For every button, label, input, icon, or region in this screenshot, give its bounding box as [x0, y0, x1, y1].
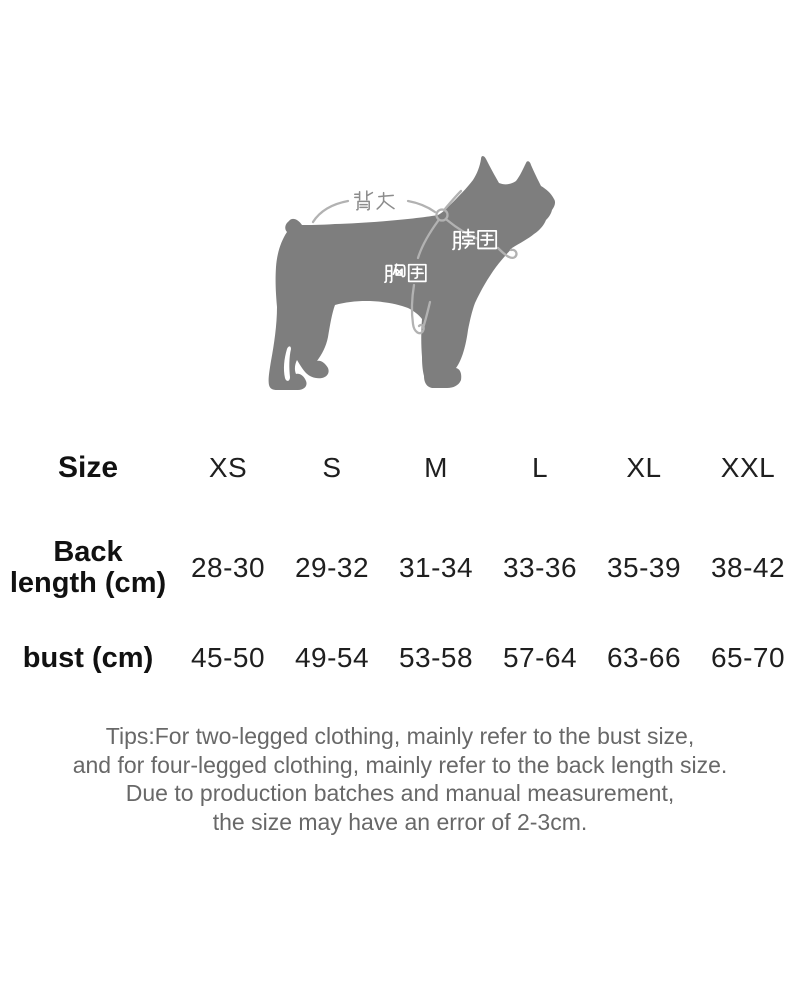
bust-value-xs: 45-50 [190, 642, 266, 673]
bust-value-xxl: 65-70 [710, 642, 786, 673]
size-header-m: M [424, 452, 448, 483]
dog-diagram-svg [240, 135, 560, 405]
label-back-length-zh [355, 191, 394, 210]
size-header-xs: XS [208, 452, 248, 483]
tips-line-4: the size may have an error of 2-3cm. [212, 808, 588, 835]
back-length-row-label: Back length (cm) [9, 536, 167, 599]
back-length-value-xl: 35-39 [606, 552, 682, 583]
bust-value-s: 49-54 [294, 642, 370, 673]
back-length-value-l: 33-36 [502, 552, 578, 583]
back-length-value-m: 31-34 [398, 552, 474, 583]
tips-note [0, 722, 800, 836]
tips-line-3: Due to production batches and manual measurement, [125, 780, 675, 806]
bust-row [0, 630, 800, 686]
back-length-value-s: 29-32 [294, 552, 370, 583]
back-length-row [0, 524, 800, 612]
back-length-value-xs: 28-30 [190, 552, 266, 583]
bust-value-xl: 63-66 [606, 642, 682, 673]
tips-line-2: and for four-legged clothing, mainly refer to the back length size. [72, 751, 728, 778]
size-header-s: S [322, 452, 342, 483]
size-header-xxl: XXL [720, 452, 776, 483]
size-corner-label: Size [57, 451, 119, 484]
size-header-xl: XL [626, 452, 662, 483]
tips-line-1: Tips:For two-legged clothing, mainly refer to the bust size, [105, 723, 695, 749]
size-header-l: L [531, 452, 549, 483]
bust-row-label: bust (cm) [22, 641, 154, 674]
bust-value-l: 57-64 [502, 642, 578, 673]
back-length-value-xxl: 38-42 [710, 552, 786, 583]
back-length-arc-right [408, 201, 435, 212]
dog-measurement-diagram [240, 135, 560, 405]
bust-value-m: 53-58 [398, 642, 474, 673]
size-header-row [0, 444, 800, 492]
back-length-arc-left [313, 201, 348, 222]
